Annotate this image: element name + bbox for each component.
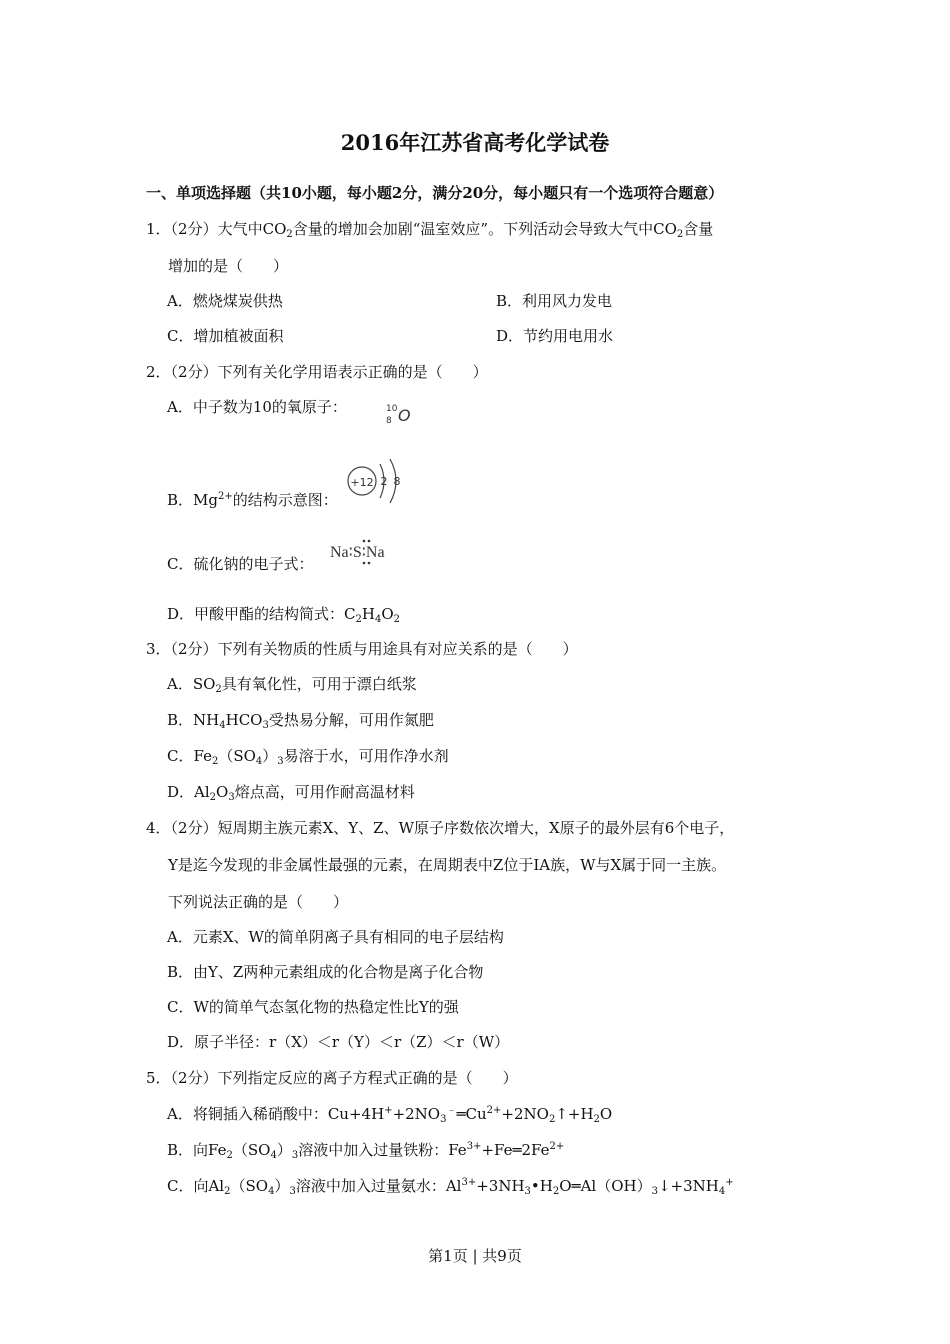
question-5-option-b: B．向$Fe_2(SO_4)_3$溶液中加入过量铁粉：$Fe^{3+}+Fe═2Fe^{2+}$: [167, 1141, 565, 1161]
question-1-stem-line2: 增加的是（ ）: [168, 257, 289, 275]
question-2-option-b: B．$Mg^{2+}$的结构示意图：: [167, 491, 338, 509]
shell-2-electrons: 8: [393, 475, 401, 488]
question-1-option-d: D．节约用电用水: [496, 327, 614, 345]
question-2-option-c: C．硫化钠的电子式：: [167, 555, 314, 573]
question-4-stem: 4．（2分）短周期主族元素X、Y、Z、W原子序数依次增大，X原子的最外层有6个电子，: [146, 819, 735, 837]
question-5-option-c: C．向$Al_2(SO_4)_3$溶液中加入过量氨水：$Al^{3+}+3NH_3•H_2O═Al(OH)_3↓+3NH_4^+$: [167, 1177, 734, 1197]
question-4-option-c: C．W的简单气态氢化物的热稳定性比Y的强: [167, 998, 459, 1016]
question-2-option-d: D．甲酸甲酯的结构简式：$C_2H_4O_2$: [167, 605, 401, 625]
question-1-option-a: A．燃烧煤炭供热: [167, 292, 283, 310]
electron-formula-text: Na∶S∶Na: [330, 544, 385, 561]
oxygen-nuclide-figure: 10 8 O: [386, 404, 411, 426]
question-4-option-d: D．原子半径：r（X）＜r（Y）＜r（Z）＜r（W）: [167, 1033, 510, 1051]
question-3-option-c: C．$Fe_2(SO_4)_3$易溶于水，可用作净水剂: [167, 747, 449, 767]
shell-1-electrons: 2: [380, 475, 388, 488]
magnesium-ion-structure-diagram: [342, 456, 408, 506]
question-1-option-b: B．利用风力发电: [496, 292, 613, 310]
nucleus-charge: +12: [350, 476, 374, 489]
sodium-sulfide-electron-formula: [330, 538, 406, 571]
question-2-option-a: A．中子数为10的氧原子：: [167, 398, 347, 416]
question-4-stem-line2: Y是迄今发现的非金属性最强的元素，在周期表中Z位于IA族，W与X属于同一主族。: [168, 856, 727, 874]
question-3-stem: 3．（2分）下列有关物质的性质与用途具有对应关系的是（ ）: [146, 640, 578, 658]
lone-pair-dot: [368, 540, 371, 543]
section-heading: 一、单项选择题（共10小题，每小题2分，满分20分，每小题只有一个选项符合题意）: [146, 184, 724, 202]
page-footer: 第1页 | 共9页: [428, 1247, 522, 1265]
page-title: 2016年江苏省高考化学试卷: [340, 130, 610, 155]
question-3-option-d: D．$Al_2O_3$熔点高，可用作耐高温材料: [167, 783, 415, 803]
question-3-option-b: B．$NH_4HCO_3$受热易分解，可用作氮肥: [167, 711, 434, 731]
question-1-option-c: C．增加植被面积: [167, 327, 284, 345]
question-4-option-a: A．元素X、W的简单阴离子具有相同的电子层结构: [167, 928, 504, 946]
lone-pair-dot: [368, 562, 371, 565]
question-1-stem: 1．（2分）大气中$CO_2$含量的增加会加剧“温室效应”。下列活动会导致大气中$CO_2$含量: [146, 220, 714, 240]
lone-pair-dot: [363, 540, 366, 543]
lone-pair-dot: [363, 562, 366, 565]
question-3-option-a: A．$SO_2$具有氧化性，可用于漂白纸浆: [167, 675, 417, 695]
question-2-stem: 2．（2分）下列有关化学用语表示正确的是（ ）: [146, 363, 488, 381]
question-4-option-b: B．由Y、Z两种元素组成的化合物是离子化合物: [167, 963, 484, 981]
question-5-stem: 5．（2分）下列指定反应的离子方程式正确的是（ ）: [146, 1069, 518, 1087]
question-5-option-a: A．将铜插入稀硝酸中：$Cu+4H^++2NO_3^﹣═Cu^{2+}+2NO_2↑+H_2O$: [167, 1105, 613, 1125]
question-4-stem-line3: 下列说法正确的是（ ）: [168, 893, 349, 911]
